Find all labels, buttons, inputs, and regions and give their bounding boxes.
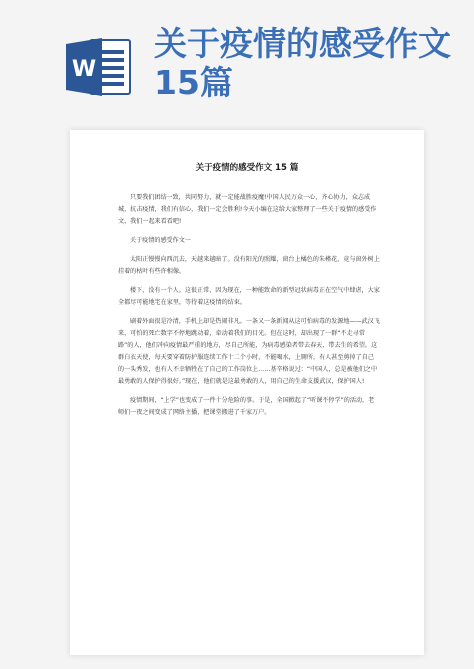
paragraph-intro: 只要我们团结一致，共同努力，就一定能战胜疫魔!中国人民万众一心，齐心协力，众志成城，抗击疫情，我们有信心，我们一定会胜利!今天小编在这给大家整理了一些关于疫情的感受作文，我们一起来看看吧! xyxy=(118,194,377,225)
word-icon-letter: W xyxy=(71,57,97,82)
paragraph: 楼下，没有一个人。这很正常，因为现在，一种能致命的新型冠状病毒正在空气中肆虐，大家全都尽可能地宅在家里，等待着这疫情的结束。 xyxy=(118,287,380,306)
document-page xyxy=(70,130,424,655)
essay-subheading: 关于疫情的感受作文一 xyxy=(130,237,191,244)
paragraph: 刷着外面很是冷清，手机上却是热闹非凡。一条又一条新闻从这可怕病毒的发源地——武汉飞来，可怕的死亡数字不停地跳动着，牵动着我们的目光。但在这时，却出现了一群“不走寻常路”的人，他们冲向疫情最严重的地方，尽自己所能，为病毒感染者带去春天，带去生的希望。这群白衣天使，每天要穿着防护服连续工作十二个小时，不能喝水，上厕所，有人甚至剪掉了自己的一头秀发，也有人不幸牺牲在了自己的工作岗位上……基辛格说过：“中国人，总是被他们之中最勇敢的人保护得很好。”现在，他们就是这最勇敢的人，用自己的生命支援武汉，保护国人! xyxy=(118,318,380,385)
paragraph: 太阳正慢慢向西沉去，天越来越暗了。没有阳光的照耀，窗台上橘色的朱槿花，竟与窗外树上挂着的枯叶有些许相像。 xyxy=(118,256,380,275)
word-document-icon xyxy=(66,36,132,98)
page-title: 关于疫情的感受作文15篇 xyxy=(154,24,451,102)
header-banner xyxy=(0,0,474,115)
document-title: 关于疫情的感受作文 15 篇 xyxy=(195,163,299,173)
paragraph: 疫情期间，“上学”也变成了一件十分危险的事。于是，全国掀起了“听课不停学”的活动，老师们一夜之间变成了网络主播，把课堂搬进了千家万户。 xyxy=(118,397,375,416)
document-body xyxy=(118,192,380,426)
